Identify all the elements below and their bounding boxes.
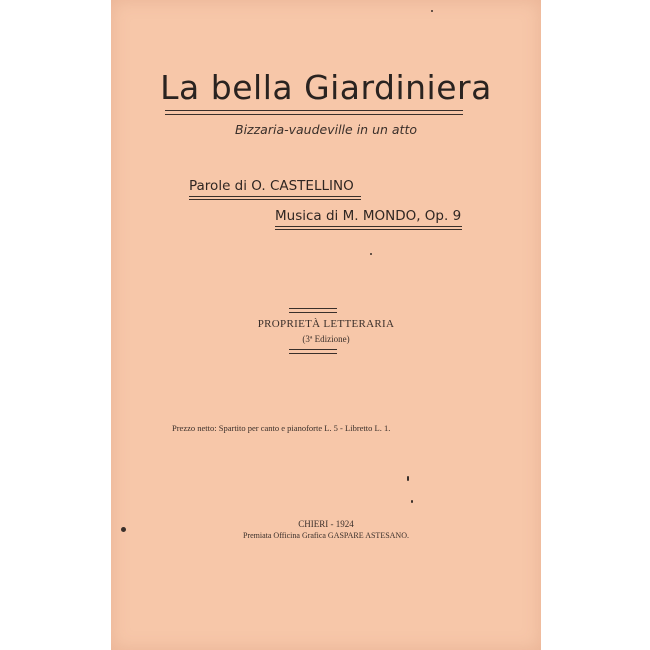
words-credit-rule-1 [189,196,361,197]
music-credit: Musica di M. MONDO, Op. 9 [275,208,462,224]
book-title: La bella Giardiniera [160,68,492,107]
book-subtitle: Bizzaria-vaudeville in un atto [235,122,417,137]
place-year: CHIERI - 1924 [298,519,354,529]
ink-speck [431,10,433,12]
price-line: Prezzo netto: Spartito per canto e pianoforte L. 5 - Libretto L. 1. [172,423,391,433]
music-credit-rule-2 [275,229,462,230]
rights-rule-top-1 [289,308,337,309]
rights-notice: PROPRIETÀ LETTERARIA [257,318,395,330]
rights-rule-top-2 [289,312,337,313]
music-credit-rule-1 [275,226,462,227]
ink-speck [411,500,413,503]
margin-dot [121,527,126,532]
printer-line: Premiata Officina Grafica GASPARE ASTESANO. [243,531,409,540]
title-rule-top [165,110,463,111]
title-rule-bottom [165,114,463,115]
rights-rule-bottom-1 [289,349,337,350]
ink-speck [370,253,372,255]
edition-note: (3ª Edizione) [302,334,350,344]
rights-rule-bottom-2 [289,353,337,354]
ink-speck [407,476,409,481]
words-credit-rule-2 [189,199,361,200]
words-credit: Parole di O. CASTELLINO [189,178,354,194]
title-page [111,0,541,650]
